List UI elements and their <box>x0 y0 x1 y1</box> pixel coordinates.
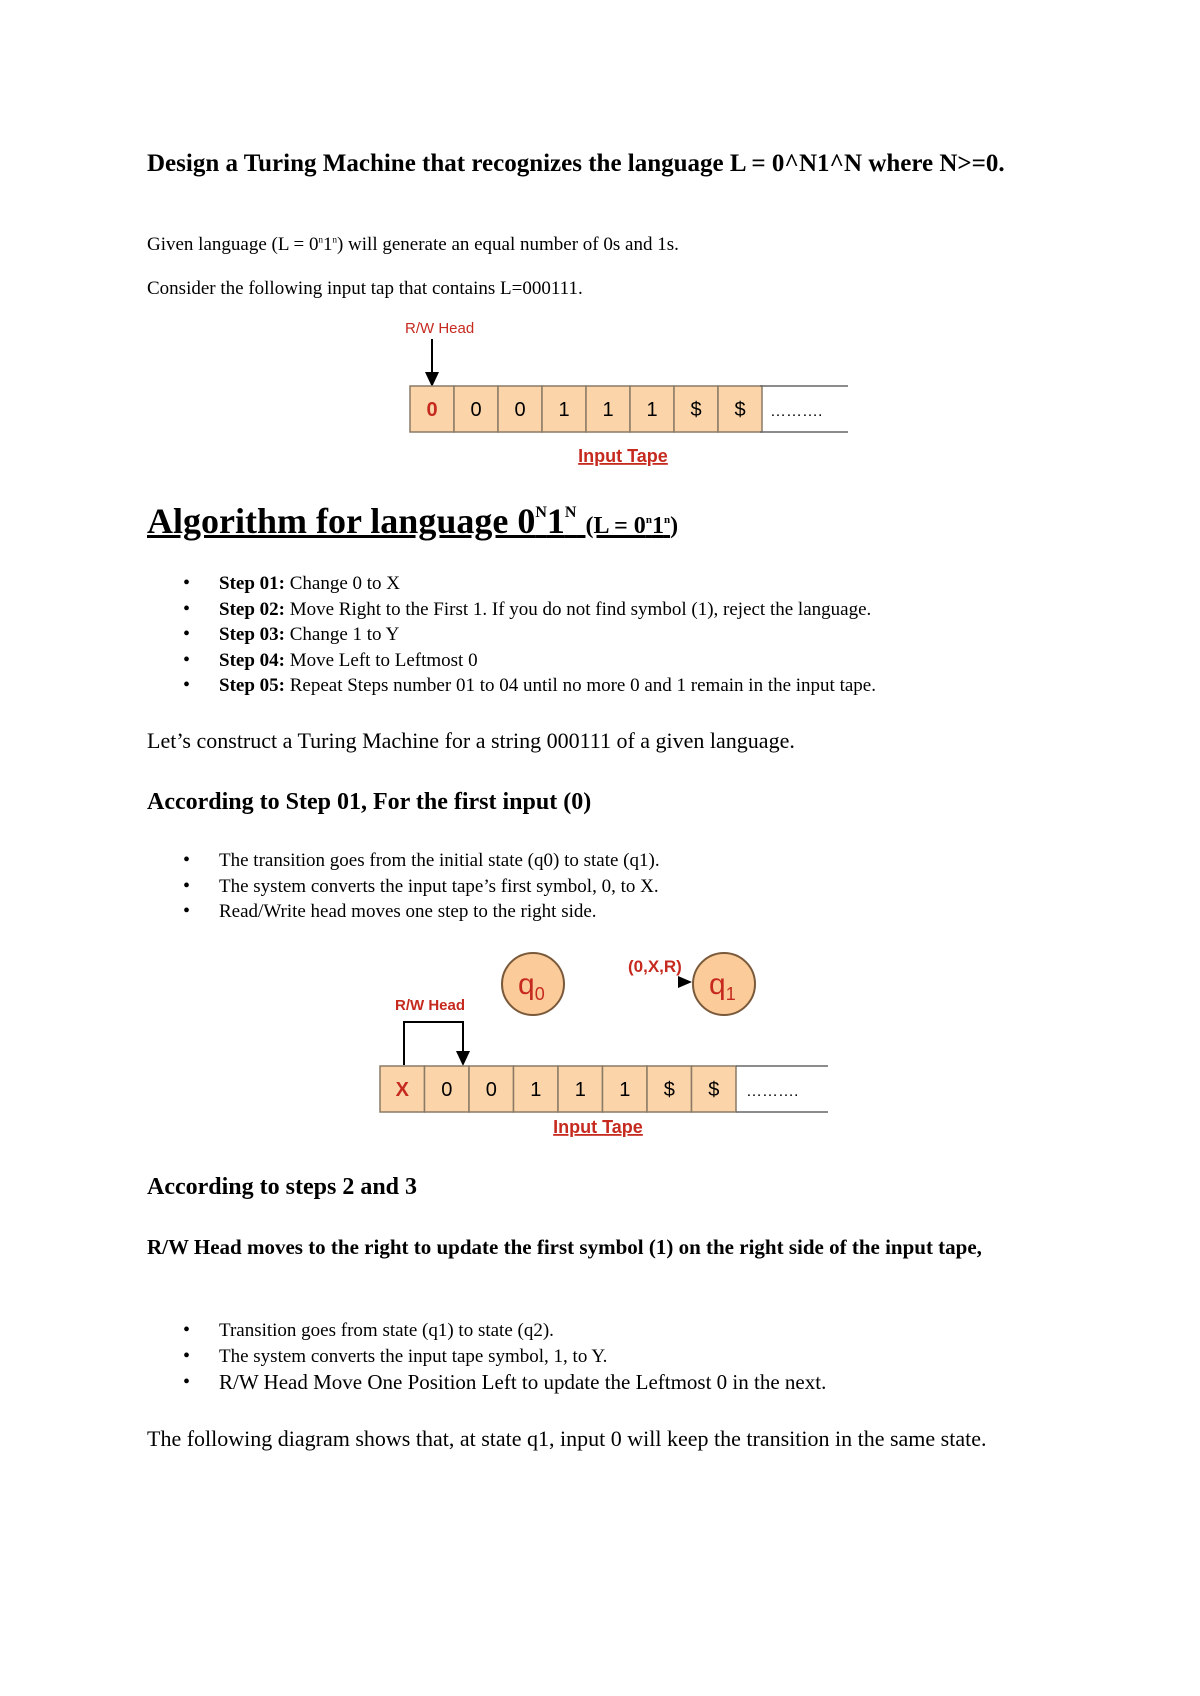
tape-caption: Input Tape <box>553 1117 643 1137</box>
transition-diagram-1 <box>370 944 840 1144</box>
tape-cell-symbol: 1 <box>602 399 614 421</box>
list-item: • R/W Head Move One Position Left to update the Leftmost 0 in the next. <box>147 1369 826 1396</box>
algorithm-steps-list <box>147 571 876 699</box>
list-item: • The system converts the input tape symbol, 1, to Y. <box>147 1344 826 1370</box>
section1-bullets <box>147 848 660 925</box>
head-arrow-icon <box>425 372 439 387</box>
list-item: • The transition goes from the initial state (q0) to state (q1). <box>147 848 660 874</box>
svg-text:q1: $q_1$ <box>709 968 736 1004</box>
tape-cells <box>410 386 762 432</box>
tape-cell-symbol: 1 <box>558 399 570 421</box>
tape-cell-symbol: 0 <box>514 399 526 421</box>
list-item: • Step 01: Change 0 to X <box>147 571 876 597</box>
rw-head-label: R/W Head <box>405 320 475 337</box>
tape-cell-symbol: X <box>395 1079 409 1101</box>
list-item: • The system converts the input tape’s first symbol, 0, to X. <box>147 874 660 900</box>
svg-text:q0: $q_0$ <box>518 968 545 1004</box>
tape-cells <box>380 1066 736 1112</box>
transition-label: (0,X,R) <box>628 957 682 976</box>
section-heading-step-01: According to Step 01, For the first input (0) <box>147 789 592 815</box>
tape-cell-symbol: 1 <box>619 1079 631 1101</box>
tape-cell-symbol: 0 <box>470 399 482 421</box>
tape-cell-symbol: 1 <box>574 1079 586 1101</box>
list-item: • Step 05: Repeat Steps number 01 to 04 until no more 0 and 1 remain in the input tape. <box>147 673 876 699</box>
list-item: • Step 03: Change 1 to Y <box>147 622 876 648</box>
tape-cell-symbol: 0 <box>426 399 438 421</box>
tape-cell-symbol: 0 <box>485 1079 497 1101</box>
list-item: • Transition goes from state (q1) to state (q2). <box>147 1318 826 1344</box>
algorithm-heading: Algorithm for language $0^N1^N$ $(L = 0^n1^n)$ <box>147 501 679 541</box>
tape-cell-symbol: $ <box>734 399 746 421</box>
tape-cell-symbol: $ <box>690 399 702 421</box>
section2-subheading: R/W Head moves to the right to update the first symbol (1) on the right side of the input tape, <box>147 1235 982 1259</box>
tape-continuation: ………. <box>770 403 823 420</box>
list-item: • Read/Write head moves one step to the right side. <box>147 899 660 925</box>
tape-cell-symbol: $ <box>708 1079 720 1101</box>
tape-caption: Input Tape <box>578 446 668 466</box>
head-arrow-icon <box>456 1051 470 1066</box>
tape-continuation: ………. <box>746 1083 799 1100</box>
section-heading-steps-2-3: According to steps 2 and 3 <box>147 1174 418 1200</box>
tape-cell-symbol: 0 <box>441 1079 453 1101</box>
tape-cell-symbol: $ <box>663 1079 675 1101</box>
consider-text: Consider the following input tap that contains L=000111. <box>147 278 583 299</box>
construct-text: Let’s construct a Turing Machine for a string 000111 of a given language. <box>147 728 795 753</box>
document-title: Design a Turing Machine that recognizes the language L = 0^N1^N where N>=0. <box>147 150 1005 177</box>
tape-cell-symbol: 1 <box>646 399 658 421</box>
list-item: • Step 04: Move Left to Leftmost 0 <box>147 648 876 674</box>
given-language-text: Given language $(L = 0^n1^n)$ will generate an equal number of 0s and 1s. <box>147 234 679 255</box>
transition-arrow-icon <box>678 976 692 988</box>
section2-bullets <box>147 1318 826 1396</box>
head-move-arrow <box>404 1022 463 1065</box>
rw-head-label: R/W Head <box>395 997 466 1014</box>
closing-text: The following diagram shows that, at state q1, input 0 will keep the transition in the same state. <box>147 1426 987 1451</box>
tape-cell-symbol: 1 <box>530 1079 542 1101</box>
list-item: • Step 02: Move Right to the First 1. If you do not find symbol (1), reject the language. <box>147 597 876 623</box>
input-tape-diagram-1 <box>390 312 860 472</box>
